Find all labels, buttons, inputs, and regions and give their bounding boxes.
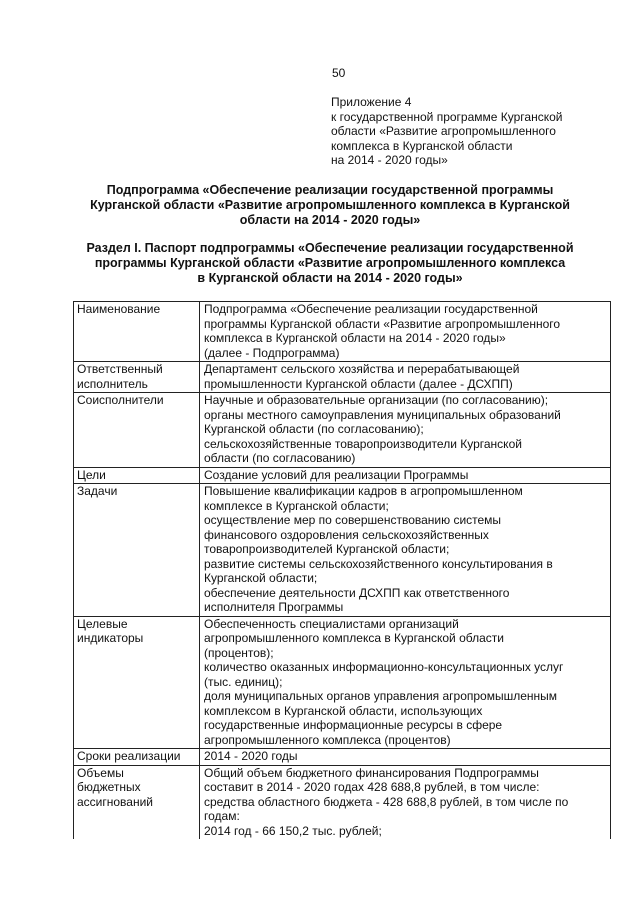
passport-row-label: [74, 749, 200, 766]
value-line: области (по согласованию): [204, 451, 356, 465]
appendix-line: Приложение 4: [331, 95, 412, 109]
passport-row: [74, 393, 611, 468]
section-title: [70, 241, 590, 286]
passport-row-label: [74, 616, 200, 749]
value-line: осуществление мер по совершенствованию системы: [204, 513, 502, 527]
value-line: органы местного самоуправления муниципальных образований: [204, 407, 561, 422]
appendix-line: к государственной программе Курганской: [331, 109, 563, 124]
section-title-line: Раздел I. Паспорт подпрограммы «Обеспечение реализации государственной: [86, 241, 574, 255]
label-line: бюджетных: [77, 780, 141, 794]
label-line: исполнитель: [77, 376, 148, 391]
section-title-line: в Курганской области на 2014 - 2020 годы»: [197, 271, 463, 285]
value-line: средства областного бюджета - 428 688,8 рублей, в том числе по: [204, 794, 569, 809]
appendix-note: [331, 95, 611, 168]
passport-row: [74, 362, 611, 393]
value-line: 2014 год - 66 150,2 тыс. рублей;: [204, 823, 382, 838]
passport-row-label: [74, 484, 200, 617]
passport-row: [74, 484, 611, 617]
value-line: Научные и образовательные организации (по согласованию);: [204, 393, 549, 407]
value-line: составит в 2014 - 2020 годах 428 688,8 рублей, в том числе:: [204, 780, 540, 794]
passport-row-value: [200, 749, 611, 766]
value-line: сельскохозяйственные товаропроизводители Курганской: [204, 436, 522, 451]
passport-row: [74, 616, 611, 749]
value-line: доля муниципальных органов управления агропромышленным: [204, 689, 558, 703]
passport-row: [74, 749, 611, 766]
label-line: ассигнований: [77, 794, 154, 809]
passport-row-value: [200, 616, 611, 749]
label-line: Задачи: [77, 484, 118, 498]
passport-row-value: [200, 467, 611, 484]
label-line: Наименование: [77, 302, 161, 316]
value-line: программы Курганской области «Развитие агропромышленного: [204, 316, 561, 331]
label-line: Целевые: [77, 616, 128, 631]
passport-row-value: [200, 393, 611, 468]
passport-row: [74, 765, 611, 839]
section-title-line: программы Курганской области «Развитие агропромышленного комплекса: [94, 256, 566, 270]
passport-row-label: [74, 302, 200, 362]
label-line: Ответственный: [77, 362, 163, 376]
passport-row-value: [200, 302, 611, 362]
value-line: исполнителя Программы: [204, 600, 344, 614]
value-line: годам:: [204, 809, 240, 823]
value-line: обеспечение деятельности ДСХПП как ответственного: [204, 585, 510, 600]
appendix-line: области «Развитие агропромышленного: [331, 124, 556, 138]
value-line: государственные информационные ресурсы в сфере: [204, 718, 503, 732]
page-number: 50: [332, 66, 346, 80]
passport-row-label: [74, 393, 200, 468]
passport-row: [74, 467, 611, 484]
value-line: Подпрограмма «Обеспечение реализации государственной: [204, 302, 538, 316]
value-line: товаропроизводителей Курганской области;: [204, 542, 450, 556]
passport-row-value: [200, 362, 611, 393]
passport-row-value: [200, 484, 611, 617]
appendix-line: на 2014 - 2020 годы»: [331, 153, 448, 167]
value-line: агропромышленного комплекса в Курганской области: [204, 631, 504, 645]
value-line: Курганской области (по согласованию);: [204, 422, 424, 436]
value-line: Курганской области;: [204, 571, 318, 585]
subprogram-title-line: области на 2014 - 2020 годы»: [239, 213, 421, 227]
passport-row: [74, 302, 611, 362]
passport-table-body: [74, 302, 611, 840]
passport-row-value: [200, 765, 611, 839]
value-line: Общий объем бюджетного финансирования Подпрограммы: [204, 765, 539, 780]
value-line: (тыс. единиц);: [204, 674, 283, 689]
subprogram-title-line: Подпрограмма «Обеспечение реализации государственной программы: [106, 183, 554, 197]
value-line: Департамент сельского хозяйства и перерабатывающей: [204, 362, 520, 376]
passport-row-label: [74, 765, 200, 839]
appendix-line: комплекса в Курганской области: [331, 138, 513, 153]
passport-table: [73, 301, 611, 839]
label-line: индикаторы: [77, 631, 144, 645]
value-line: количество оказанных информационно-консультационных услуг: [204, 660, 564, 674]
value-line: развитие системы сельскохозяйственного консультирования в: [204, 556, 553, 571]
value-line: Повышение квалификации кадров в агропромышленном: [204, 484, 523, 498]
subprogram-title: [70, 183, 590, 228]
subprogram-title-line: Курганской области «Развитие агропромышленного комплекса в Курганской: [90, 198, 570, 212]
value-line: Обеспеченность специалистами организаций: [204, 616, 459, 631]
value-line: комплексе в Курганской области;: [204, 498, 389, 513]
value-line: Создание условий для реализации Программы: [204, 467, 469, 482]
value-line: (далее - Подпрограмма): [204, 345, 340, 360]
value-line: промышленности Курганской области (далее - ДСХПП): [204, 376, 513, 391]
label-line: Цели: [77, 467, 106, 482]
value-line: финансового оздоровления сельскохозяйственных: [204, 527, 489, 542]
label-line: Сроки реализации: [77, 749, 181, 763]
value-line: комплекса в Курганской области на 2014 - 2020 годы»: [204, 331, 506, 345]
value-line: (процентов);: [204, 645, 274, 660]
value-line: комплексом в Курганской области, использующих: [204, 703, 483, 718]
passport-row-label: [74, 362, 200, 393]
value-line: агропромышленного комплекса (процентов): [204, 732, 451, 747]
label-line: Соисполнители: [77, 393, 164, 407]
passport-row-label: [74, 467, 200, 484]
label-line: Объемы: [77, 765, 124, 780]
value-line: 2014 - 2020 годы: [204, 749, 298, 763]
